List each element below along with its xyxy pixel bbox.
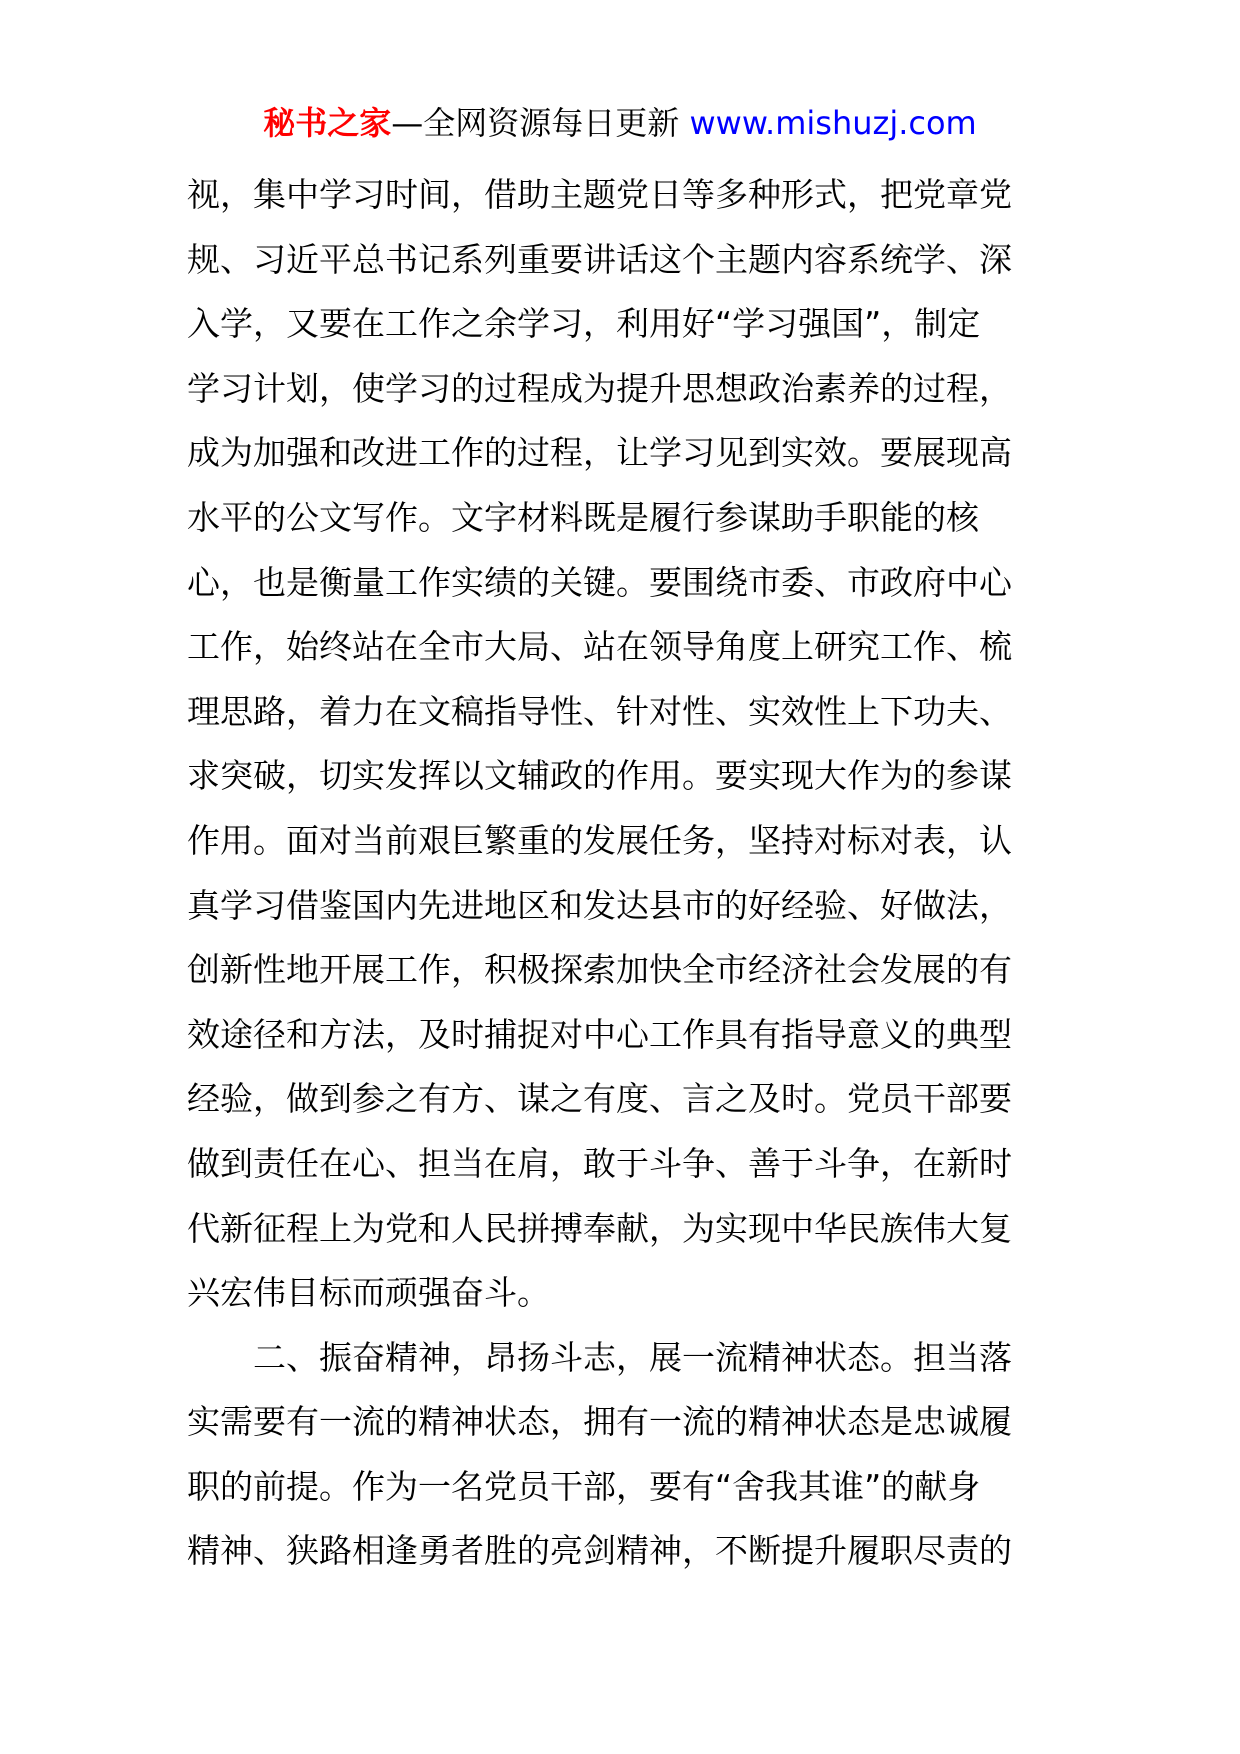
text-line: 成为加强和改进工作的过程，让学习见到实效。要展现高 — [187, 433, 1012, 473]
text-line: 理思路，着力在文稿指导性、针对性、实效性上下功夫、 — [187, 691, 1012, 731]
document-body — [187, 163, 1057, 1584]
text-line: 规、习近平总书记系列重要讲话这个主题内容系统学、深 — [187, 239, 1012, 279]
text-line: 心，也是衡量工作实绩的关键。要围绕市委、市政府中心 — [187, 562, 1012, 602]
text-line: 真学习借鉴国内先进地区和发达县市的好经验、好做法， — [187, 885, 1012, 925]
text-line: 水平的公文写作。文字材料既是履行参谋助手职能的核 — [187, 497, 979, 537]
text-line: 精神、狭路相逢勇者胜的亮剑精神，不断提升履职尽责的 — [187, 1531, 1012, 1571]
text-line: 做到责任在心、担当在肩，敢于斗争、善于斗争，在新时 — [187, 1143, 1012, 1183]
text-line: 学习计划，使学习的过程成为提升思想政治素养的过程， — [187, 368, 1012, 408]
text-line: 实需要有一流的精神状态，拥有一流的精神状态是忠诚履 — [187, 1402, 1012, 1442]
text-line: 兴宏伟目标而顽强奋斗。 — [187, 1273, 550, 1313]
text-line: 作用。面对当前艰巨繁重的发展任务，坚持对标对表，认 — [187, 820, 1012, 860]
page-header — [0, 98, 1240, 148]
text-line: 代新征程上为党和人民拼搏奉献，为实现中华民族伟大复 — [187, 1208, 1012, 1248]
text-line: 职的前提。作为一名党员干部，要有“舍我其谁”的献身 — [187, 1466, 981, 1506]
text-line: 入学，又要在工作之余学习，利用好“学习强国”，制定 — [187, 304, 981, 344]
text-line: 视，集中学习时间，借助主题党日等多种形式，把党章党 — [187, 175, 1012, 214]
header-tagline: —全网资源每日更新 — [391, 104, 680, 142]
text-line: 求突破，切实发挥以文辅政的作用。要实现大作为的参谋 — [187, 756, 1012, 796]
text-line: 工作，始终站在全市大局、站在领导角度上研究工作、梳 — [187, 627, 1012, 667]
text-line: 创新性地开展工作，积极探索加快全市经济社会发展的有 — [187, 950, 1012, 990]
brand-name: 秘书之家 — [263, 104, 392, 142]
site-url[interactable]: www.mishuzj.com — [689, 104, 977, 142]
text-line: 经验，做到参之有方、谋之有度、言之及时。党员干部要 — [187, 1079, 1012, 1119]
text-line: 效途径和方法，及时捕捉对中心工作具有指导意义的典型 — [187, 1014, 1012, 1054]
section-heading-line: 二、振奋精神，昂扬斗志，展一流精神状态。担当落 — [253, 1337, 1012, 1377]
